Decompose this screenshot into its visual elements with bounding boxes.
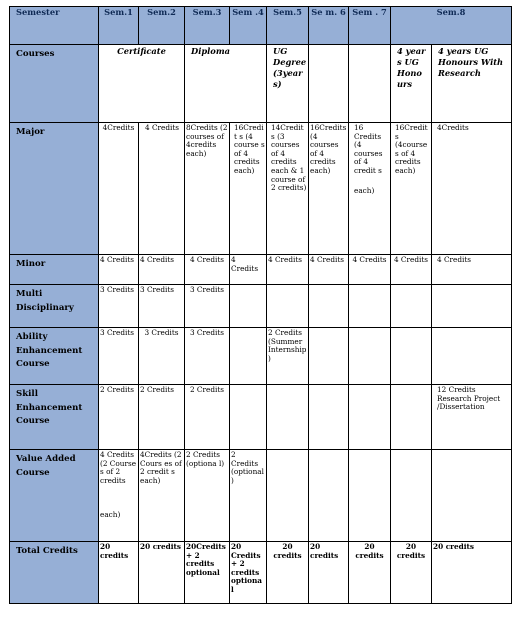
- total-sem4: 20 Credits + 2 credits optiona l: [230, 542, 267, 604]
- skill-sem8-research: 12 Credits Research Project /Dissertation: [432, 385, 512, 450]
- header-semester: Semester: [10, 7, 99, 45]
- minor-sem2: 4 Credits: [139, 255, 185, 285]
- header-sem5: Sem.5: [267, 7, 309, 45]
- ability-sem3: 3 Credits: [185, 328, 230, 385]
- course-diploma: Diploma: [185, 45, 267, 123]
- total-sem5: 20 credits: [267, 542, 309, 604]
- header-sem8: Sem.8: [391, 7, 512, 45]
- value-sem1-text: 4 Credits (2 Course s of 2 credits: [100, 450, 137, 485]
- total-sem3: 20Credits + 2 credits optional: [185, 542, 230, 604]
- value-sem1: [99, 450, 139, 542]
- minor-sem3: 4 Credits: [185, 255, 230, 285]
- multi-row: [10, 285, 512, 328]
- course-sem6-empty: [309, 45, 349, 123]
- major-sem4: 16Credi t s (4 course s of 4 credits each): [230, 123, 267, 255]
- major-sem7-text: 16 Credits (4 courses of 4 credit s: [354, 123, 383, 175]
- skill-sem2: 2 Credits: [139, 385, 185, 450]
- major-sem2: 4 Credits: [139, 123, 185, 255]
- course-4yr-ug-honours: 4 year s UG Hono urs: [391, 45, 432, 123]
- major-sem7-each: each): [354, 185, 375, 195]
- ability-sem5: 2 Credits (Summer Internship ): [267, 328, 309, 385]
- course-4yr-ug-honours-research: 4 years UG Honours With Research: [432, 45, 512, 123]
- total-sem8-honours: 20 credits: [391, 542, 432, 604]
- row-label-ability: Ability Enhancement Course: [10, 328, 99, 385]
- skill-sem1: 2 Credits: [99, 385, 139, 450]
- major-sem5: 14Credits (3 courses of 4 credits each & 1 course of 2 credits): [267, 123, 309, 255]
- value-sem4: 2 Credits (optional ): [230, 450, 267, 542]
- header-row: [10, 7, 512, 45]
- row-label-value: Value Added Course: [10, 450, 99, 542]
- multi-sem2: 3 Credits: [139, 285, 185, 328]
- total-sem7: 20 credits: [349, 542, 391, 604]
- header-sem6: Se m. 6: [309, 7, 349, 45]
- minor-sem8-honours: 4 Credits: [391, 255, 432, 285]
- major-row: [10, 123, 512, 255]
- major-sem8-honours: 16Credit s (4course s of 4 credits each): [391, 123, 432, 255]
- major-sem3: 8Credits (2 courses of 4credits each): [185, 123, 230, 255]
- course-certificate: Certificate: [99, 45, 185, 123]
- row-label-minor: Minor: [10, 255, 99, 285]
- row-label-courses: Courses: [10, 45, 99, 123]
- minor-sem7: 4 Credits: [349, 255, 391, 285]
- credit-structure-table: [9, 6, 512, 604]
- row-label-major: Major: [10, 123, 99, 255]
- value-row: [10, 450, 512, 542]
- multi-sem1: 3 Credits: [99, 285, 139, 328]
- value-sem2: 4Credits (2 Cours es of 2 credit s each): [139, 450, 185, 542]
- minor-sem4: 4 Credits: [230, 255, 267, 285]
- minor-row: [10, 255, 512, 285]
- minor-sem5: 4 Credits: [267, 255, 309, 285]
- ability-sem1: 3 Credits: [99, 328, 139, 385]
- courses-row: [10, 45, 512, 123]
- minor-sem1: 4 Credits: [99, 255, 139, 285]
- row-label-total: Total Credits: [10, 542, 99, 604]
- header-sem4: Sem .4: [230, 7, 267, 45]
- course-ug-degree: UG Degree (3years): [267, 45, 309, 123]
- major-sem1: 4Credits: [99, 123, 139, 255]
- header-sem2: Sem.2: [139, 7, 185, 45]
- total-row: [10, 542, 512, 604]
- major-sem8-research: 4Credits: [432, 123, 512, 255]
- header-sem1: Sem.1: [99, 7, 139, 45]
- total-sem6: 20 credits: [309, 542, 349, 604]
- value-sem1-each: each): [100, 510, 121, 520]
- skill-row: [10, 385, 512, 450]
- minor-sem6: 4 Credits: [309, 255, 349, 285]
- row-label-multi: Multi Disciplinary: [10, 285, 99, 328]
- major-sem7: [349, 123, 391, 255]
- total-sem2: 20 credits: [139, 542, 185, 604]
- header-sem7: Sem . 7: [349, 7, 391, 45]
- multi-sem3: 3 Credits: [185, 285, 230, 328]
- ability-sem2: 3 Credits: [139, 328, 185, 385]
- header-sem3: Sem.3: [185, 7, 230, 45]
- total-sem8-research: 20 credits: [432, 542, 512, 604]
- course-sem7-empty: [349, 45, 391, 123]
- minor-sem8-research: 4 Credits: [432, 255, 512, 285]
- total-sem1: 20 credits: [99, 542, 139, 604]
- row-label-skill: Skill Enhancement Course: [10, 385, 99, 450]
- value-sem3: 2 Credits (optiona l): [185, 450, 230, 542]
- ability-row: [10, 328, 512, 385]
- major-sem6: 16Credits (4 courses of 4 credits each): [309, 123, 349, 255]
- skill-sem3: 2 Credits: [185, 385, 230, 450]
